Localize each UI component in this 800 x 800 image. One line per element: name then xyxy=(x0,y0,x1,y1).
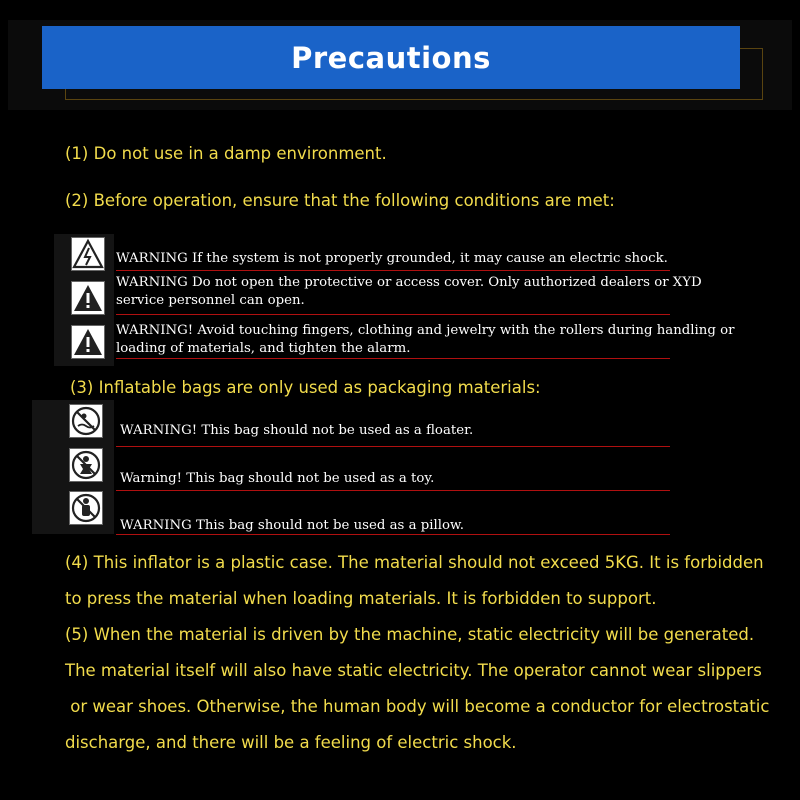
no-toy-icon xyxy=(69,448,103,482)
precaution-item-4-line1: (4) This inflator is a plastic case. The material should not exceed 5KG. It is forbidden xyxy=(65,553,764,572)
precaution-item-5-line2: The material itself will also have static electricity. The operator cannot wear slippers xyxy=(65,661,762,680)
no-floater-icon xyxy=(69,404,103,438)
title-bar xyxy=(42,26,740,89)
warning-text-grounding: WARNING If the system is not properly grounded, it may cause an electric shock. xyxy=(116,251,668,266)
bag-warning-pillow: WARNING This bag should not be used as a pillow. xyxy=(120,518,465,533)
precaution-item-5-line1: (5) When the material is driven by the machine, static electricity will be generated. xyxy=(65,625,755,644)
warning-text-cover-line2: service personnel can open. xyxy=(116,293,305,308)
warning-divider xyxy=(116,490,670,491)
warning-text-rollers-line1: WARNING! Avoid touching fingers, clothing and jewelry with the rollers during handling or xyxy=(116,323,735,338)
precaution-item-3: (3) Inflatable bags are only used as packaging materials: xyxy=(70,378,541,397)
warning-text-rollers-line2: loading of materials, and tighten the alarm. xyxy=(116,341,411,356)
no-pillow-icon xyxy=(69,491,103,525)
warning-divider xyxy=(116,446,670,447)
precaution-item-4-line2: to press the material when loading materials. It is forbidden to support. xyxy=(65,589,657,608)
warning-divider xyxy=(116,534,670,535)
precaution-item-4 xyxy=(65,545,795,617)
exclamation-warning-icon xyxy=(71,281,105,315)
warning-divider xyxy=(116,270,670,271)
precaution-item-5-line4: discharge, and there will be a feeling of electric shock. xyxy=(65,733,517,752)
warning-divider xyxy=(116,314,670,315)
exclamation-warning-icon xyxy=(71,325,105,359)
warning-divider xyxy=(116,358,670,359)
precaution-item-1: (1) Do not use in a damp environment. xyxy=(65,144,387,163)
bag-warning-floater: WARNING! This bag should not be used as a floater. xyxy=(120,423,474,438)
precaution-item-5-line3: or wear shoes. Otherwise, the human body will become a conductor for electrostatic xyxy=(65,697,770,716)
precaution-item-5 xyxy=(65,617,795,761)
bag-warning-toy: Warning! This bag should not be used as a toy. xyxy=(120,471,435,486)
warning-text-cover-line1: WARNING Do not open the protective or access cover. Only authorized dealers or XYD xyxy=(116,275,702,290)
precaution-item-2: (2) Before operation, ensure that the following conditions are met: xyxy=(65,191,615,210)
electric-shock-warning-icon xyxy=(71,237,105,271)
page-title: Precautions xyxy=(291,40,491,75)
